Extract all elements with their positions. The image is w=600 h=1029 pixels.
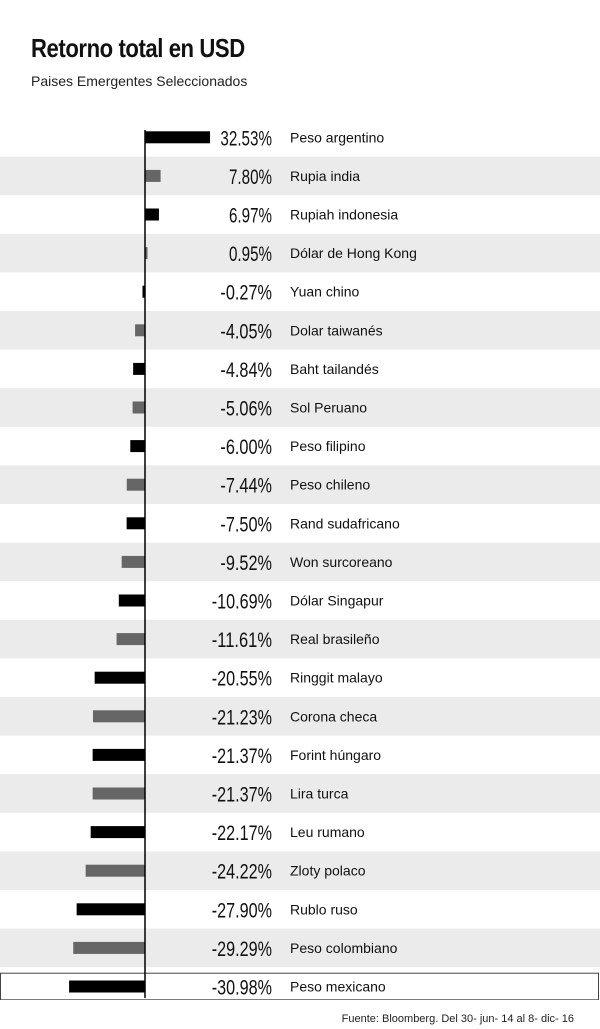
category-label: Peso argentino [290,129,385,146]
bar [130,440,145,452]
category-label: Corona checa [290,708,378,725]
value-label: -22.17% [211,822,272,846]
category-label: Real brasileño [290,631,380,648]
bar [122,556,145,568]
category-label: Peso filipino [290,438,366,455]
value-label: -21.23% [211,706,272,730]
value-label: -11.61% [211,629,272,653]
category-label: Baht tailandés [290,360,379,377]
value-label: -21.37% [211,744,272,768]
bar [145,131,210,143]
value-label: 0.95% [229,243,272,267]
category-label: Won surcoreano [290,553,393,570]
bar [133,363,145,375]
bar [127,517,145,529]
bar [145,170,161,182]
bar [95,672,145,684]
value-label: -7.50% [220,513,272,537]
category-label: Rublo ruso [290,901,358,918]
value-label: -7.44% [220,474,272,498]
category-label: Leu rumano [290,824,365,841]
category-label: Dólar Singapur [290,592,384,609]
bar [93,749,145,761]
chart-subtitle: Paises Emergentes Seleccionados [31,73,248,89]
category-label: Dolar taiwanés [290,322,383,339]
category-label: Ringgit malayo [290,669,383,686]
value-label: -29.29% [211,937,272,961]
value-label: -20.55% [211,667,272,691]
chart-title: Retorno total en USD [31,33,245,63]
bar [91,826,145,838]
category-label: Rupia india [290,167,361,184]
value-label: -5.06% [220,397,272,421]
source-note: Fuente: Bloomberg. Del 30- jun- 14 al 8- dic- 16 [341,1013,574,1025]
category-label: Peso colombiano [290,939,398,956]
category-label: Sol Peruano [290,399,368,416]
value-label: -4.84% [220,358,272,382]
value-label: -30.98% [211,976,272,1000]
category-label: Rupiah indonesia [290,206,399,223]
bar [127,479,145,491]
category-label: Rand sudafricano [290,515,400,532]
value-label: -9.52% [220,551,272,575]
bar [93,788,145,800]
value-label: 32.53% [220,127,272,151]
value-label: -6.00% [220,436,272,460]
category-label: Peso chileno [290,476,371,493]
value-label: 6.97% [229,204,272,228]
value-label: 7.80% [229,165,272,189]
value-label: -27.90% [211,899,272,923]
bar [77,903,145,915]
bar [119,595,145,607]
bar [135,324,145,336]
category-label: Zloty polaco [290,862,366,879]
category-label: Lira turca [290,785,349,802]
category-label: Peso mexicano [290,978,386,995]
value-label: -4.05% [220,320,272,344]
bar [69,981,145,993]
value-label: -24.22% [211,860,272,884]
value-label: -10.69% [211,590,272,614]
bar [93,710,145,722]
category-label: Yuan chino [290,283,360,300]
bar [73,942,145,954]
category-label: Dólar de Hong Kong [290,245,417,262]
value-label: -21.37% [211,783,272,807]
bar [117,633,145,645]
bar [145,209,159,221]
bar [86,865,145,877]
category-label: Forint húngaro [290,746,382,763]
bar [133,402,145,414]
value-label: -0.27% [220,281,272,305]
